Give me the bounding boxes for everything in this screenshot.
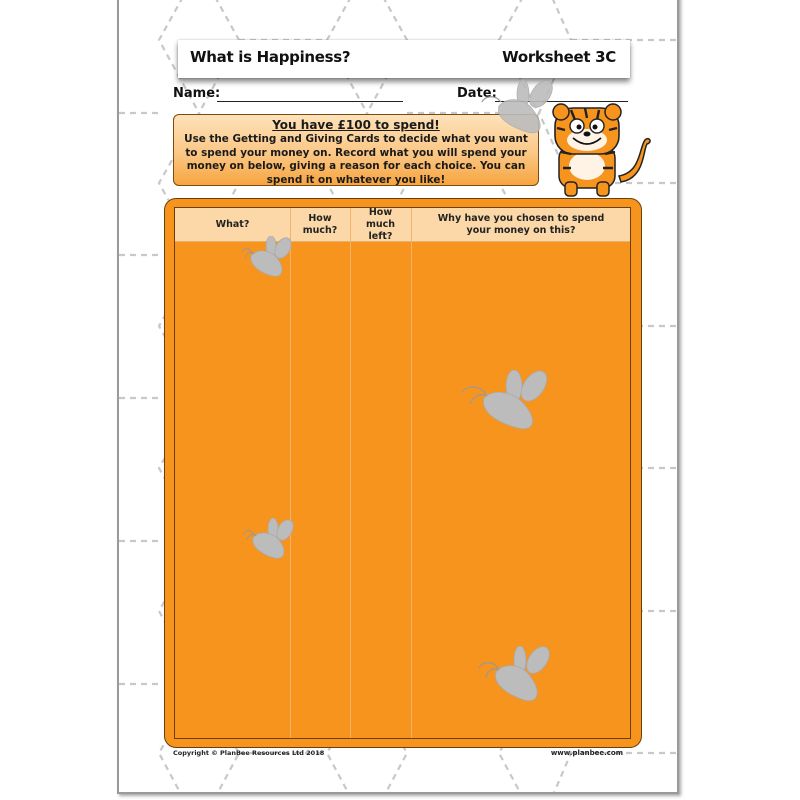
instructions-body: Use the Getting and Giving Cards to decide what you want to spend your money on. Record what you will spend your money on below, giving a reason for each choice. You can spend it on whatever you like! bbox=[184, 133, 528, 186]
bee-icon bbox=[479, 80, 559, 136]
column-header-why: Why have you chosen to spend your money on this? bbox=[437, 212, 605, 236]
title-card bbox=[178, 40, 630, 78]
spending-table-frame bbox=[164, 198, 642, 748]
bee-icon bbox=[454, 370, 556, 432]
table-body[interactable] bbox=[175, 242, 630, 738]
bee-icon bbox=[474, 646, 556, 704]
website-link[interactable]: www.planbee.com bbox=[550, 749, 623, 757]
column-header-how-much: How much? bbox=[302, 212, 338, 236]
spending-table bbox=[174, 207, 631, 739]
instructions-heading: You have £100 to spend! bbox=[272, 118, 440, 132]
date-label: Date: bbox=[457, 86, 497, 101]
name-field-line[interactable] bbox=[217, 101, 403, 102]
bee-icon bbox=[241, 518, 297, 562]
copyright-text: Copyright © PlanBee Resources Ltd 2018 bbox=[173, 749, 325, 757]
column-divider bbox=[411, 208, 412, 738]
column-divider bbox=[350, 208, 351, 738]
worksheet-page bbox=[117, 0, 679, 794]
name-label: Name: bbox=[173, 86, 221, 101]
column-header-what: What? bbox=[215, 218, 250, 230]
column-divider bbox=[290, 208, 291, 738]
worksheet-number: Worksheet 3C bbox=[502, 48, 616, 66]
column-header-how-much-left: How much left? bbox=[365, 206, 396, 242]
bee-icon bbox=[239, 236, 295, 280]
worksheet-title: What is Happiness? bbox=[190, 48, 351, 66]
